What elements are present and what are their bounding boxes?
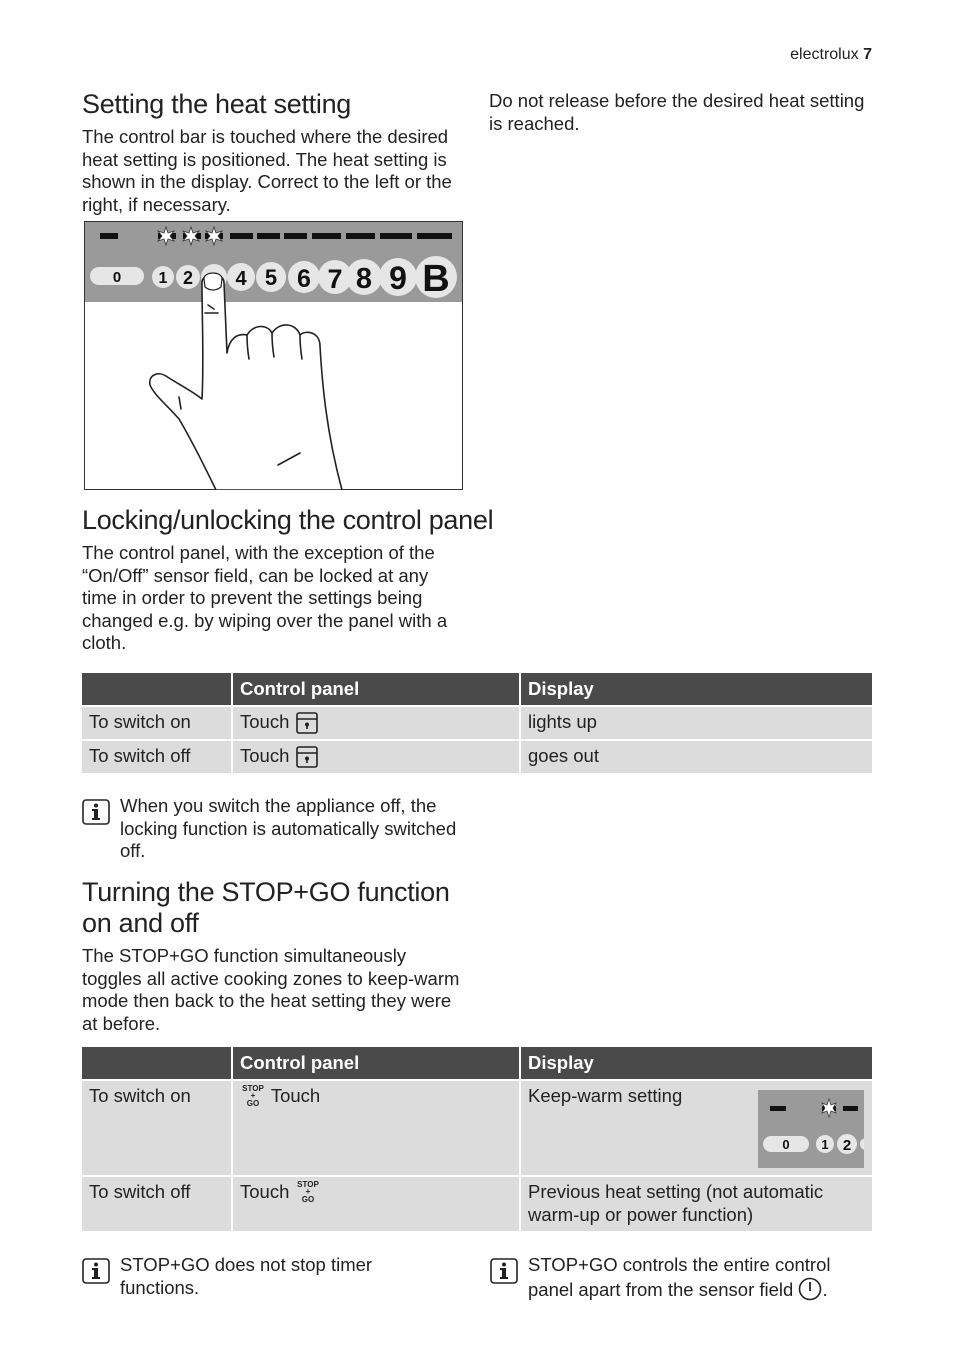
info-icon [82,799,110,825]
mini-num-2: 2 [842,1137,852,1154]
stopgo-on-display-text: Keep-warm setting [528,1085,683,1106]
fig-num-2: 2 [182,268,194,288]
lock-table-header-control: Control panel [233,673,521,707]
page-header [790,46,872,64]
fig-num-1: 1 [158,270,168,287]
stopgo-table-header-blank [82,1047,233,1081]
control-bar-illustration [84,221,463,490]
stopgo-table-header-display: Display [521,1047,872,1081]
control-bar-figure [84,221,463,490]
stopgo-title-line2: on and off [82,908,199,938]
lock-table-header-display: Display [521,673,872,707]
table-row [82,1081,872,1177]
fig-num-8: 8 [355,263,373,295]
stopgo-off-touch-label: Touch [240,1181,290,1202]
lock-on-action: To switch on [82,707,233,741]
stopgo-off-control [233,1177,521,1233]
mini-num-1: 1 [821,1137,829,1152]
stopgo-on-display [521,1081,872,1177]
stopgo-off-display: Previous heat setting (not automatic warm-up or power function) [521,1177,872,1233]
fig-num-4: 4 [235,268,247,290]
lock-off-touch-label: Touch [240,745,290,766]
svg-text:+: + [250,1091,256,1100]
stopgo-table-header-control: Control panel [233,1047,521,1081]
fig-num-0: 0 [112,269,122,286]
stopgo-off-action: To switch off [82,1177,233,1233]
stopgo-info-left [82,1254,472,1299]
stopgo-info-right [490,1254,872,1301]
table-row [82,1177,872,1233]
lock-off-control [233,741,521,775]
fig-num-b: B [422,258,450,300]
stopgo-title-line1: Turning the STOP+GO function [82,877,450,907]
stopgo-info-right-end: . [822,1278,828,1300]
stopgo-section-title [82,877,450,939]
fig-num-7: 7 [327,264,343,294]
lock-section-title: Locking/unlocking the control panel [82,505,494,535]
svg-text:STOP: STOP [242,1084,264,1093]
stopgo-on-control [233,1081,521,1177]
table-row [82,707,872,741]
lock-on-display: lights up [521,707,872,741]
lock-icon [295,711,319,735]
table-row [82,741,872,775]
power-on-off-icon [798,1277,822,1301]
brand-name: electrolux [790,46,859,63]
svg-text:GO: GO [301,1195,314,1204]
page-number: 7 [863,46,872,63]
lock-on-control [233,707,521,741]
keep-warm-display-illustration [758,1090,864,1168]
lock-info-text: When you switch the appliance off, the locking function is automatically switched off. [120,795,457,862]
lock-table-header-blank [82,673,233,707]
info-icon [490,1258,518,1284]
lock-on-touch-label: Touch [240,711,290,732]
fig-num-5: 5 [264,265,278,290]
svg-text:+: + [305,1187,310,1196]
stopgo-on-action: To switch on [82,1081,233,1177]
stopgo-on-touch-label: Touch [270,1085,321,1106]
stopgo-info-right-text [528,1254,872,1301]
lock-off-action: To switch off [82,741,233,775]
fig-num-9: 9 [389,260,407,296]
heat-section-title: Setting the heat setting [82,89,351,119]
stopgo-info-left-text: STOP+GO does not stop timer functions. [120,1254,373,1298]
stopgo-section-body: The STOP+GO function simultaneously toggles all active cooking zones to keep-warm mode then back to the heat setting they were at before. [82,945,460,1034]
fig-num-6: 6 [297,265,311,293]
stopgo-table [82,1047,872,1233]
lock-section-body: The control panel, with the exception of the “On/Off” sensor field, can be locked at any time in order to prevent the settings being changed e.g. by wiping over the panel with a cloth. [82,542,448,654]
stop-go-icon [240,1083,266,1109]
stop-go-icon [295,1179,321,1205]
lock-icon [295,745,319,769]
lock-table-header [82,673,872,707]
lock-table [82,673,872,775]
svg-text:GO: GO [246,1099,260,1108]
mini-num-0: 0 [782,1137,790,1152]
lock-off-display: goes out [521,741,872,775]
stopgo-info-right-main: STOP+GO controls the entire control panel apart from the sensor field [528,1254,831,1300]
stopgo-table-header [82,1047,872,1081]
heat-section-body: The control bar is touched where the desired heat setting is positioned. The heat setting is shown in the display. Correct to the left or the right, if necessary. [82,126,452,215]
lock-info-note [82,795,472,863]
info-icon [82,1258,110,1284]
svg-text:STOP: STOP [296,1180,319,1189]
heat-release-note: Do not release before the desired heat setting is reached. [489,90,865,134]
